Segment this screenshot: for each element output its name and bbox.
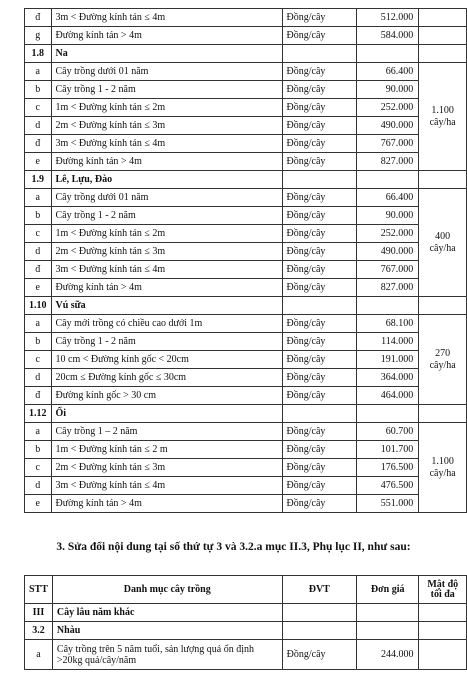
row-unit: Đồng/cây: [282, 387, 356, 405]
row-unit: Đồng/cây: [282, 261, 356, 279]
section-heading: 3. Sửa đổi nội dung tại số thứ tự 3 và 3.2.a mục II.3, Phụ lục II, như sau:: [56, 541, 411, 553]
row-stt: đ: [25, 387, 52, 405]
table-row: [25, 81, 467, 99]
row-unit: Đồng/cây: [282, 477, 356, 495]
row-unit: Đồng/cây: [282, 63, 356, 81]
row-stt: a: [25, 423, 52, 441]
row-price: 114.000: [356, 333, 418, 351]
row-stt: e: [25, 495, 52, 513]
table-row: [25, 9, 467, 27]
row-name: 1m < Đường kính tán ≤ 2m: [51, 99, 282, 117]
row-name: 3m < Đường kính tán ≤ 4m: [51, 135, 282, 153]
row-stt: 3.2: [25, 622, 53, 640]
table-row: [25, 279, 467, 297]
row-price: 101.700: [356, 441, 418, 459]
table-row: [25, 225, 467, 243]
row-density-empty: [419, 27, 467, 45]
row-unit: Đồng/cây: [282, 315, 356, 333]
row-name: Đường kính tán > 4m: [51, 495, 282, 513]
row-unit: Đồng/cây: [282, 333, 356, 351]
row-price: 252.000: [356, 225, 418, 243]
header-density: Mật độ tối đa: [419, 576, 467, 604]
row-stt: e: [25, 279, 52, 297]
row-unit: Đồng/cây: [282, 225, 356, 243]
row-name: Cây trồng 1 - 2 năm: [51, 333, 282, 351]
row-name: Cây trồng dưới 01 năm: [51, 63, 282, 81]
table-row: [25, 261, 467, 279]
price-table-continued: [24, 8, 467, 513]
row-price: 584.000: [356, 27, 418, 45]
group-empty: [282, 405, 356, 423]
row-name: 10 cm < Đường kính gốc < 20cm: [51, 351, 282, 369]
row-name: Cây lâu năm khác: [52, 604, 282, 622]
row-stt: d: [25, 243, 52, 261]
row-unit: Đồng/cây: [282, 640, 356, 670]
row-unit: Đồng/cây: [282, 495, 356, 513]
row-name: Nhàu: [52, 622, 282, 640]
group-stt: 1.10: [25, 297, 52, 315]
row-name: Cây trồng dưới 01 năm: [51, 189, 282, 207]
row-price: 827.000: [356, 153, 418, 171]
row-price: 827.000: [356, 279, 418, 297]
table-row: [25, 441, 467, 459]
row-stt: a: [25, 640, 53, 670]
row-stt: đ: [25, 9, 52, 27]
row-stt: d: [25, 477, 52, 495]
row-name: Cây trồng trên 5 năm tuổi, sản lượng quả ổn định >20kg quả/cây/năm: [52, 640, 282, 670]
group-title: Lê, Lựu, Đào: [51, 171, 282, 189]
group-stt: 1.8: [25, 45, 52, 63]
row-stt: g: [25, 27, 52, 45]
table-row: [25, 369, 467, 387]
row-price: 176.500: [356, 459, 418, 477]
table-row: [25, 333, 467, 351]
group-empty: [356, 297, 418, 315]
table-row: [25, 387, 467, 405]
row-unit: Đồng/cây: [282, 153, 356, 171]
header-name: Danh mục cây trồng: [52, 576, 282, 604]
row-price: 68.100: [356, 315, 418, 333]
table-row: [25, 117, 467, 135]
row-stt: đ: [25, 261, 52, 279]
table-row: [25, 135, 467, 153]
table-row: [25, 189, 467, 207]
row-unit: Đồng/cây: [282, 279, 356, 297]
group-empty: [419, 45, 467, 63]
row-price: 66.400: [356, 63, 418, 81]
table-row: [25, 153, 467, 171]
row-unit: Đồng/cây: [282, 351, 356, 369]
row-stt: e: [25, 153, 52, 171]
table-row: [25, 63, 467, 81]
group-stt: 1.12: [25, 405, 52, 423]
row-price: 244.000: [356, 640, 419, 670]
header-price: Đơn giá: [356, 576, 419, 604]
table-row: [25, 315, 467, 333]
table-row: [25, 99, 467, 117]
row-price: 191.000: [356, 351, 418, 369]
row-stt: III: [25, 604, 53, 622]
row-price: 767.000: [356, 261, 418, 279]
row-name: 1m < Đường kính tán ≤ 2 m: [51, 441, 282, 459]
row-stt: c: [25, 225, 52, 243]
row-unit: Đồng/cây: [282, 99, 356, 117]
row-stt: b: [25, 207, 52, 225]
row-name: 1m < Đường kính tán ≤ 2m: [51, 225, 282, 243]
row-stt: b: [25, 81, 52, 99]
row-price: 364.000: [356, 369, 418, 387]
table-row: [25, 243, 467, 261]
row-unit: Đồng/cây: [282, 9, 356, 27]
row-unit: Đồng/cây: [282, 459, 356, 477]
group-empty: [356, 405, 418, 423]
row-unit: Đồng/cây: [282, 369, 356, 387]
header-stt: STT: [25, 576, 53, 604]
row-name: 2m < Đường kính tán ≤ 3m: [51, 243, 282, 261]
row-price: 60.700: [356, 423, 418, 441]
group-header-row: [25, 171, 467, 189]
table-row: [25, 604, 467, 622]
row-name: 2m < Đường kính tán ≤ 3m: [51, 117, 282, 135]
group-density: 1.100 cây/ha: [419, 63, 467, 171]
table-row: [25, 459, 467, 477]
group-empty: [282, 45, 356, 63]
table-row: [25, 207, 467, 225]
row-name: Cây trồng 1 - 2 năm: [51, 207, 282, 225]
row-unit: Đồng/cây: [282, 243, 356, 261]
row-unit: Đồng/cây: [282, 189, 356, 207]
group-title: Na: [51, 45, 282, 63]
group-empty: [282, 171, 356, 189]
row-name: Đường kính tán > 4m: [51, 279, 282, 297]
row-name: Cây mới trồng có chiều cao dưới 1m: [51, 315, 282, 333]
row-stt: c: [25, 99, 52, 117]
row-price: 464.000: [356, 387, 418, 405]
amended-price-table: [24, 575, 467, 670]
group-empty: [419, 171, 467, 189]
table-row: [25, 27, 467, 45]
group-empty: [356, 171, 418, 189]
group-empty: [419, 297, 467, 315]
row-unit: Đồng/cây: [282, 423, 356, 441]
row-density-empty: [419, 9, 467, 27]
group-density: 1.100 cây/ha: [419, 423, 467, 513]
row-price: 512.000: [356, 9, 418, 27]
row-unit: Đồng/cây: [282, 441, 356, 459]
row-price: 252.000: [356, 99, 418, 117]
header-row: [25, 576, 467, 604]
table-row: [25, 351, 467, 369]
row-unit: Đồng/cây: [282, 81, 356, 99]
group-header-row: [25, 45, 467, 63]
table-row: [25, 423, 467, 441]
group-title: Ổi: [51, 405, 282, 423]
row-stt: c: [25, 459, 52, 477]
row-name: Cây trồng 1 – 2 năm: [51, 423, 282, 441]
row-stt: d: [25, 117, 52, 135]
row-stt: b: [25, 441, 52, 459]
row-price: 490.000: [356, 243, 418, 261]
group-header-row: [25, 297, 467, 315]
group-empty: [356, 45, 418, 63]
row-name: Đường kính tán > 4m: [51, 153, 282, 171]
row-unit: Đồng/cây: [282, 117, 356, 135]
row-name: Cây trồng 1 - 2 năm: [51, 81, 282, 99]
row-name: 3m < Đường kính tán ≤ 4m: [51, 261, 282, 279]
row-unit: Đồng/cây: [282, 27, 356, 45]
row-price: 476.500: [356, 477, 418, 495]
group-empty: [282, 297, 356, 315]
table-row: [25, 640, 467, 670]
group-header-row: [25, 405, 467, 423]
row-unit: Đồng/cây: [282, 135, 356, 153]
row-stt: b: [25, 333, 52, 351]
group-title: Vú sữa: [51, 297, 282, 315]
row-price: 767.000: [356, 135, 418, 153]
row-stt: a: [25, 315, 52, 333]
group-density: 270 cây/ha: [419, 315, 467, 405]
row-name: Đường kính gốc > 30 cm: [51, 387, 282, 405]
row-stt: a: [25, 63, 52, 81]
group-empty: [419, 405, 467, 423]
table-row: [25, 477, 467, 495]
table-row: [25, 495, 467, 513]
row-price: 551.000: [356, 495, 418, 513]
row-stt: d: [25, 369, 52, 387]
table-row: [25, 622, 467, 640]
row-price: 90.000: [356, 81, 418, 99]
group-stt: 1.9: [25, 171, 52, 189]
row-stt: đ: [25, 135, 52, 153]
row-name: 3m < Đường kính tán ≤ 4m: [51, 9, 282, 27]
row-price: 90.000: [356, 207, 418, 225]
row-stt: c: [25, 351, 52, 369]
row-name: 3m < Đường kính tán ≤ 4m: [51, 477, 282, 495]
row-name: 20cm ≤ Đường kính gốc ≤ 30cm: [51, 369, 282, 387]
row-stt: a: [25, 189, 52, 207]
row-name: Đường kính tán > 4m: [51, 27, 282, 45]
group-density: 400 cây/ha: [419, 189, 467, 297]
header-unit: ĐVT: [282, 576, 356, 604]
row-price: 66.400: [356, 189, 418, 207]
row-unit: Đồng/cây: [282, 207, 356, 225]
row-name: 2m < Đường kính tán ≤ 3m: [51, 459, 282, 477]
row-price: 490.000: [356, 117, 418, 135]
